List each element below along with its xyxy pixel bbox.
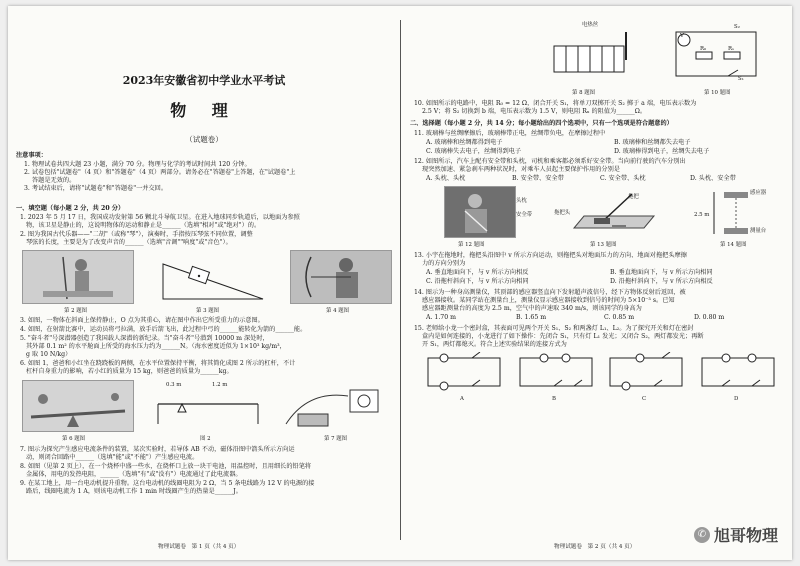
question-text: 物，该卫星是静止的，这说明物体的运动和静止是______（选填"相对"或"绝对"）的。 xyxy=(26,222,261,229)
option-text: A. 垂直地面向下，与 v 所示方向相反 xyxy=(426,269,529,276)
figure-label: 头枕 xyxy=(516,198,527,204)
question-text: 现突然加速、紧急刹车两种状况时，对乘车人员起主要保护作用的分别是 xyxy=(422,166,620,173)
notice-line: 2. 试卷包括"试题卷"（4 页）和"答题卷"（4 页）两部分。请务必在"答题卷"上答题，在"试题卷"上 xyxy=(24,169,296,176)
option-label: A xyxy=(460,396,464,402)
dimension-label: 0.3 m xyxy=(166,382,182,388)
figure-caption: 第 3 题图 xyxy=(196,308,220,314)
question-text: 4. 如图，在射箭比赛中，运动员将弓拉满，放手后箭飞出，此过程中弓的______能转化为箭的______能。 xyxy=(20,326,307,333)
figure-q8-heater xyxy=(544,24,634,84)
question-text: 11. 玻璃棒与丝绸摩擦后，玻璃棒带正电，丝绸带负电，在摩擦过程中 xyxy=(414,130,606,137)
figure-q4-archery xyxy=(290,250,392,304)
option-text: A. 玻璃棒和丝绸都得到电子 xyxy=(426,139,503,146)
option-text: C. 玻璃棒失去电子，丝绸得到电子 xyxy=(426,148,522,155)
dimension-label: 1.2 m xyxy=(212,382,228,388)
circuit-label: S₁ xyxy=(738,76,744,82)
question-text: 6. 如图 1，爸爸和小红坐在跷跷板的两侧，在水平位置保持平衡，将其简化成图 2 所示的杠杆，不计 xyxy=(20,360,296,367)
option-text: D. 玻璃棒得到电子，丝绸失去电子 xyxy=(614,148,710,155)
figure-caption: 第 14 题图 xyxy=(720,242,747,248)
notice-line: 1. 物理试卷共四大题 23 小题，满分 70 分。物理与化学的考试时间共 120 分钟。 xyxy=(24,161,251,168)
question-text: 其外部 0.1 m² 的水平舱面上所受的海水压力约为______N。（海水密度近似为 1×10³ kg/m³， xyxy=(26,343,286,350)
option-label: B xyxy=(552,396,556,402)
page-divider xyxy=(400,20,401,540)
figure-q6-seesaw xyxy=(22,380,134,432)
circuit-label: S₂ xyxy=(734,24,740,30)
figure-q10-circuit xyxy=(666,20,766,86)
option-text: B. 垂直地面向下，与 v 所示方向相同 xyxy=(610,269,713,276)
option-text: C. 0.85 m xyxy=(604,314,635,321)
exam-paper xyxy=(8,6,792,560)
circuit-option-a xyxy=(422,352,506,392)
page-2 xyxy=(404,6,792,560)
option-text: C. 安全带、头枕 xyxy=(600,175,646,182)
question-text: 力的方向分别为 xyxy=(422,260,466,267)
question-text: 7. 图示为探究产生感应电流条件的装置，某次实验时，若导体 AB 不动，磁体沿图中箭头所示方向运 xyxy=(20,446,295,453)
figure-q12-car-seat xyxy=(444,186,516,238)
question-text: 13. 小宇在拖地时，拖把头沿图中 v 所示方向运动，则拖把头对地面压力的方向、地面对拖把头摩擦 xyxy=(414,252,687,259)
question-text: 14. 图示为一种身高测量仪，其顶部的感应器竖直向下发射超声波信号，经下方物体反射后返回，被 xyxy=(414,289,686,296)
option-text: B. 1.65 m xyxy=(516,314,547,321)
question-text: 5. "奋斗者"号深潜器创造了我国载人深潜的新纪录。当"奋斗者"号潜到 10000 m 深处时， xyxy=(20,335,269,342)
figure-caption: 第 10 题图 xyxy=(704,90,731,96)
paper-type: （试题卷） xyxy=(185,135,223,144)
page-1 xyxy=(8,6,400,560)
question-text: 1. 2023 年 5 月 17 日，我国成功发射第 56 颗北斗导航卫星。在进入地球同步轨道后，以地面为参照 xyxy=(20,214,300,221)
notice-line: 3. 考试结束后，请将"试题卷"和"答题卷"一并交回。 xyxy=(24,185,168,192)
option-text: D. 0.80 m xyxy=(694,314,725,321)
circuit-option-c xyxy=(604,352,688,392)
notice-line: 答题是无效的。 xyxy=(32,177,76,184)
wechat-icon: ✆ xyxy=(694,527,710,543)
circuit-option-d xyxy=(696,352,780,392)
figure-label: 感应器 xyxy=(750,190,767,196)
circuit-option-b xyxy=(514,352,598,392)
circuit-label: V xyxy=(680,33,684,39)
section-1-heading: 一、填空题（每小题 2 分，共 20 分） xyxy=(16,205,125,212)
circuit-label: R₀ xyxy=(700,46,707,52)
question-text: 琴弦的长度，主要是为了改变声音的______（选填"音调""响度"或"音色"）。 xyxy=(26,239,232,246)
question-text: 3. 如图，一物体在斜面上保持静止，O 点为其重心，请在图中作出它所受重力的示意图。 xyxy=(20,317,264,324)
question-text: 路后，线圈电流为 1 A，则该电动机工作 1 min 时线圈产生的热量是______J。 xyxy=(26,488,242,495)
question-text: 15. 老师给小龙一个密封盒，其表面可见两个开关 S₁、S₂ 和两盏灯 L₁、L₂。为了探究开关和灯在密封 xyxy=(414,325,694,332)
option-text: A. 1.70 m xyxy=(426,314,457,321)
option-text: B. 安全带、安全带 xyxy=(512,175,564,182)
question-text: 盒内是如何连接的，小龙进行了如下操作：先闭合 S₁，只有灯 L₁ 发光；又闭合 S₂，两灯都发光；再断 xyxy=(422,333,704,340)
figure-caption: 第 4 题图 xyxy=(326,308,350,314)
question-text: 8. 如图（见第 2 页上），在一个烧杯中盛一些水，在烧杯口上放一块干电池，用温控时，且用细长的铅笔将 xyxy=(20,463,312,470)
car-seat-illustration xyxy=(445,187,515,237)
circuit-label: Rₓ xyxy=(728,46,735,52)
question-text: 动，则闭合回路中______（选填"能"或"不能"）产生感应电流。 xyxy=(26,454,199,461)
exam-title: 2023年安徽省初中学业水平考试 xyxy=(122,74,286,87)
question-text: 2. 图为我国古代乐器——"二胡"（或称"琴"），演奏时，手指按压琴弦不同位置，调整 xyxy=(20,231,253,238)
question-text: 感应器接收。某同学站在测量台上，测量仪显示感应器接收到信号的时间为 5×10⁻³ s。已知 xyxy=(422,297,675,304)
option-label: C xyxy=(642,396,647,402)
watermark-text: 旭哥物理 xyxy=(713,526,778,545)
option-text: C. 沿拖杆斜向下，与 v 所示方向相同 xyxy=(426,278,529,285)
erhu-illustration xyxy=(23,251,133,303)
figure-q13-mop xyxy=(554,190,664,238)
figure-caption: 图 2 xyxy=(200,436,211,442)
question-text: 2.5 V；将 S₂ 切换到 b 端，电压表示数为 1.5 V，则电阻 Rₓ 的阻值为______Ω。 xyxy=(422,108,647,115)
page-footer: 物理试题卷 第 2 页（共 4 页） xyxy=(554,544,636,550)
figure-q6-lever xyxy=(148,390,268,434)
question-text: g 取 10 N/kg） xyxy=(26,351,72,358)
question-text: 9. 在某工地上，用一台电动机提升重物。这台电动机的线圈电阻为 2 Ω，当 5 条电线路为 12 V 的电源的接 xyxy=(20,480,315,487)
question-text: 杠杆自身重力的影响，若小红的质量为 15 kg，则爸爸的质量为______kg。 xyxy=(26,368,233,375)
figure-label: 拖把 xyxy=(628,194,639,200)
question-text: 开 S₁，两灯都熄灭。符合上述实验结果的连接方式为 xyxy=(422,341,567,348)
figure-label: 拖把头 xyxy=(554,210,571,216)
question-text: 10. 如图所示的电路中，电阻 R₀ = 12 Ω，闭合开关 S₁，将单刀双掷开关 S₂ 掷于 a 端，电压表示数为 xyxy=(414,100,697,107)
watermark xyxy=(694,523,778,546)
figure-label: 安全带 xyxy=(516,212,533,218)
option-label: D xyxy=(734,396,739,402)
figure-q3-incline xyxy=(158,254,268,304)
seesaw-illustration xyxy=(23,381,133,431)
question-text: 感应器距测量台的高度为 2.5 m，空气中的声速取 340 m/s，则该同学的身高为 xyxy=(422,305,642,312)
figure-caption: 第 8 题图 xyxy=(572,90,596,96)
option-text: D. 头枕、安全带 xyxy=(690,175,736,182)
option-text: B. 玻璃棒和丝绸都失去电子 xyxy=(614,139,691,146)
archer-illustration xyxy=(291,251,391,303)
option-text: A. 头枕、头枕 xyxy=(426,175,466,182)
notice-heading: 注意事项： xyxy=(16,152,47,159)
page-footer: 物理试题卷 第 1 页（共 4 页） xyxy=(158,544,240,550)
figure-label: 2.5 m xyxy=(694,212,710,218)
question-text: 金属体，用电的发热电阻，______（选填"有"或"没有"）电流通过了此电流器。 xyxy=(26,471,242,478)
figure-caption: 第 6 题图 xyxy=(62,436,86,442)
figure-caption: 第 13 题图 xyxy=(590,242,617,248)
figure-label: 电热丝 xyxy=(582,22,599,28)
option-text: D. 沿拖杆斜向下，与 v 所示方向相反 xyxy=(610,278,713,285)
question-text: 12. 如图所示，汽车上配有安全带和头枕，司机和乘客都必须系好安全带。当向前行驶的汽车分别出 xyxy=(414,158,686,165)
subject-title: 物 理 xyxy=(170,101,238,120)
figure-caption: 第 7 题图 xyxy=(324,436,348,442)
figure-caption: 第 12 题图 xyxy=(458,242,485,248)
figure-caption: 第 2 题图 xyxy=(64,308,88,314)
figure-q7-induction xyxy=(278,384,388,432)
figure-q2-erhu xyxy=(22,250,134,304)
figure-label: 测量台 xyxy=(750,228,767,234)
section-2-heading: 二、选择题（每小题 2 分，共 14 分；每小题给出的四个选项中，只有一个选项是符合题意的） xyxy=(410,120,673,127)
